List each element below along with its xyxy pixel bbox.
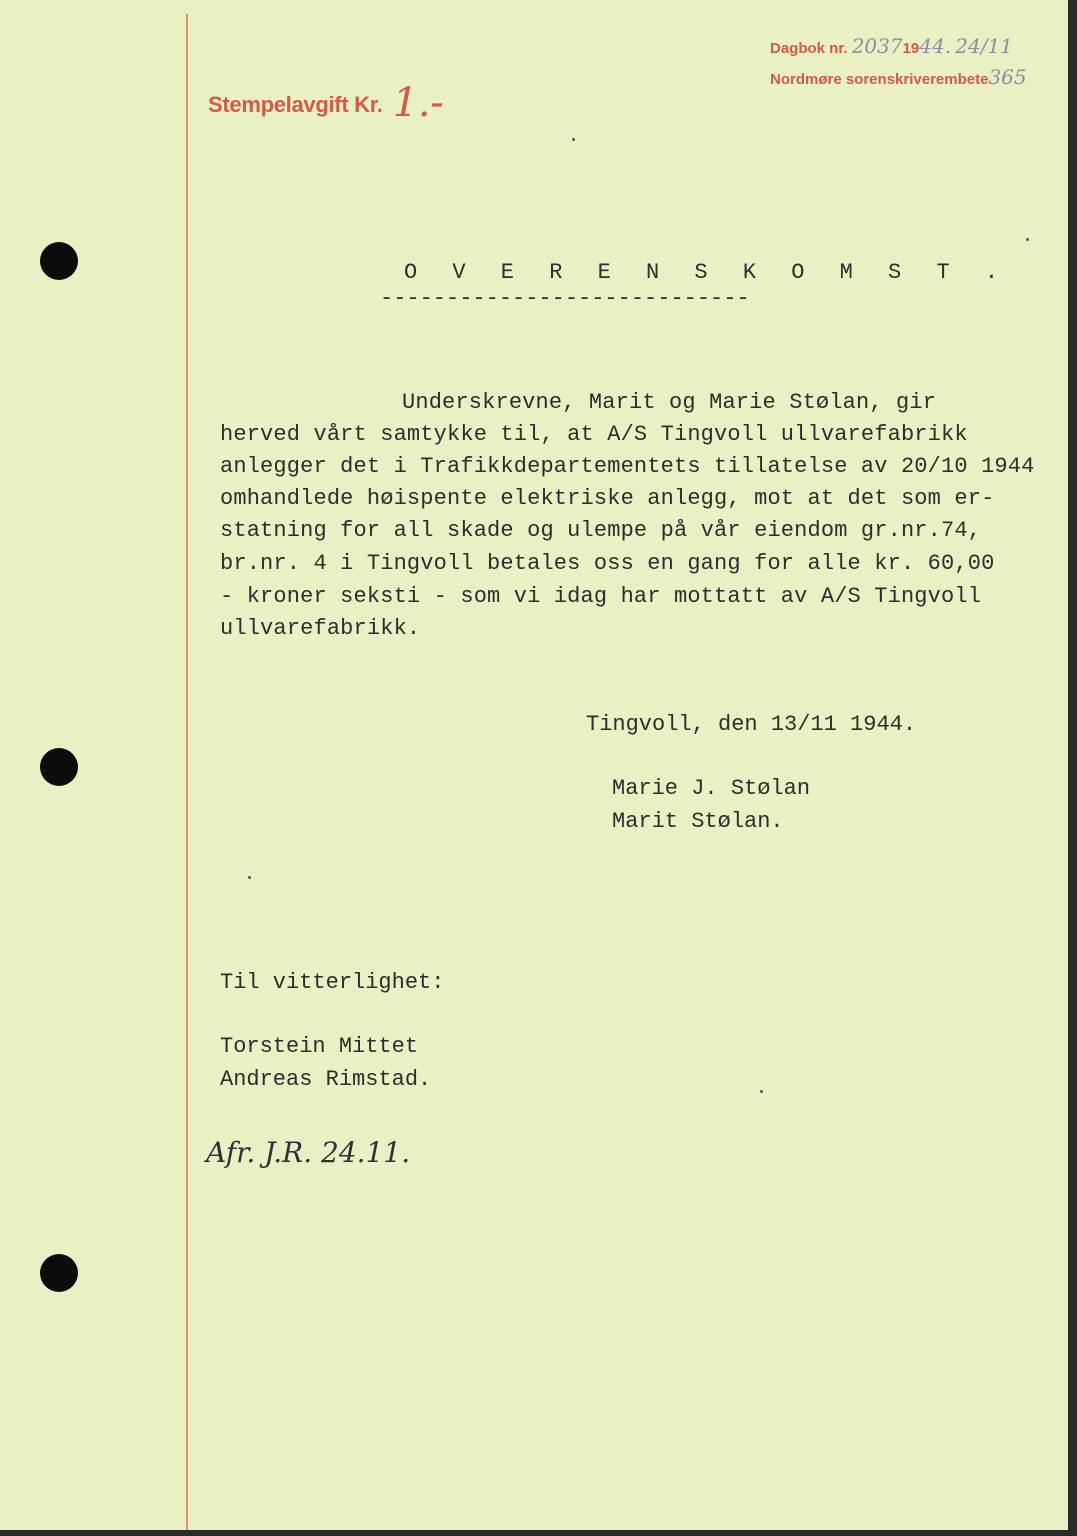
document-title: O V E R E N S K O M S T . (404, 260, 1010, 285)
body-line: ullvarefabrikk. (220, 616, 421, 641)
witness: Andreas Rimstad. (220, 1067, 432, 1092)
paper-speck (248, 876, 251, 879)
body-line: omhandlede høispente elektriske anlegg, mot at det som er- (220, 486, 995, 511)
diary-date: 24/11 (955, 34, 1013, 58)
body-line: herved vårt samtykke til, at A/S Tingvoll ullvarefabrikk (220, 422, 968, 447)
diary-label: Dagbok nr. (770, 40, 848, 57)
punch-hole-top (40, 242, 78, 280)
title-underline: ---------------------------- (380, 286, 750, 311)
diary-year-prefix: 19 (902, 40, 920, 57)
margin-rule (186, 14, 188, 1530)
body-line: Underskrevne, Marit og Marie Stølan, gir (402, 390, 937, 415)
stamp-diary (770, 32, 1027, 94)
diary-year-suffix: 44. (919, 34, 952, 58)
punch-hole-bottom (40, 1254, 78, 1292)
paper-speck (1026, 238, 1029, 241)
handwritten-note: Afr. J.R. 24.11. (206, 1136, 411, 1169)
stamp-fee-value: 1.- (392, 80, 444, 126)
diary-office: Nordmøre sorenskriverembete (770, 71, 989, 88)
body-line: anlegger det i Trafikkdepartementets tillatelse av 20/10 1944 (220, 454, 1035, 479)
signatory: Marie J. Stølan (612, 776, 811, 801)
body-line: - kroner seksti - som vi idag har mottatt av A/S Tingvoll (220, 584, 982, 609)
signatory: Marit Stølan. (612, 809, 784, 834)
punch-hole-middle (40, 748, 78, 786)
body-line: statning for all skade og ulempe på vår eiendom gr.nr.74, (220, 518, 982, 543)
paper-speck (572, 138, 575, 141)
diary-page: 365 (988, 65, 1027, 89)
witness: Torstein Mittet (220, 1034, 419, 1059)
witness-heading: Til vitterlighet: (220, 970, 445, 995)
paper-speck (760, 1090, 763, 1093)
stamp-fee-label: Stempelavgift Kr. (208, 92, 383, 117)
diary-number: 2037 (851, 34, 903, 58)
place-date: Tingvoll, den 13/11 1944. (586, 712, 917, 737)
stamp-fee (208, 80, 443, 126)
body-line: br.nr. 4 i Tingvoll betales oss en gang for alle kr. 60,00 (220, 551, 995, 576)
